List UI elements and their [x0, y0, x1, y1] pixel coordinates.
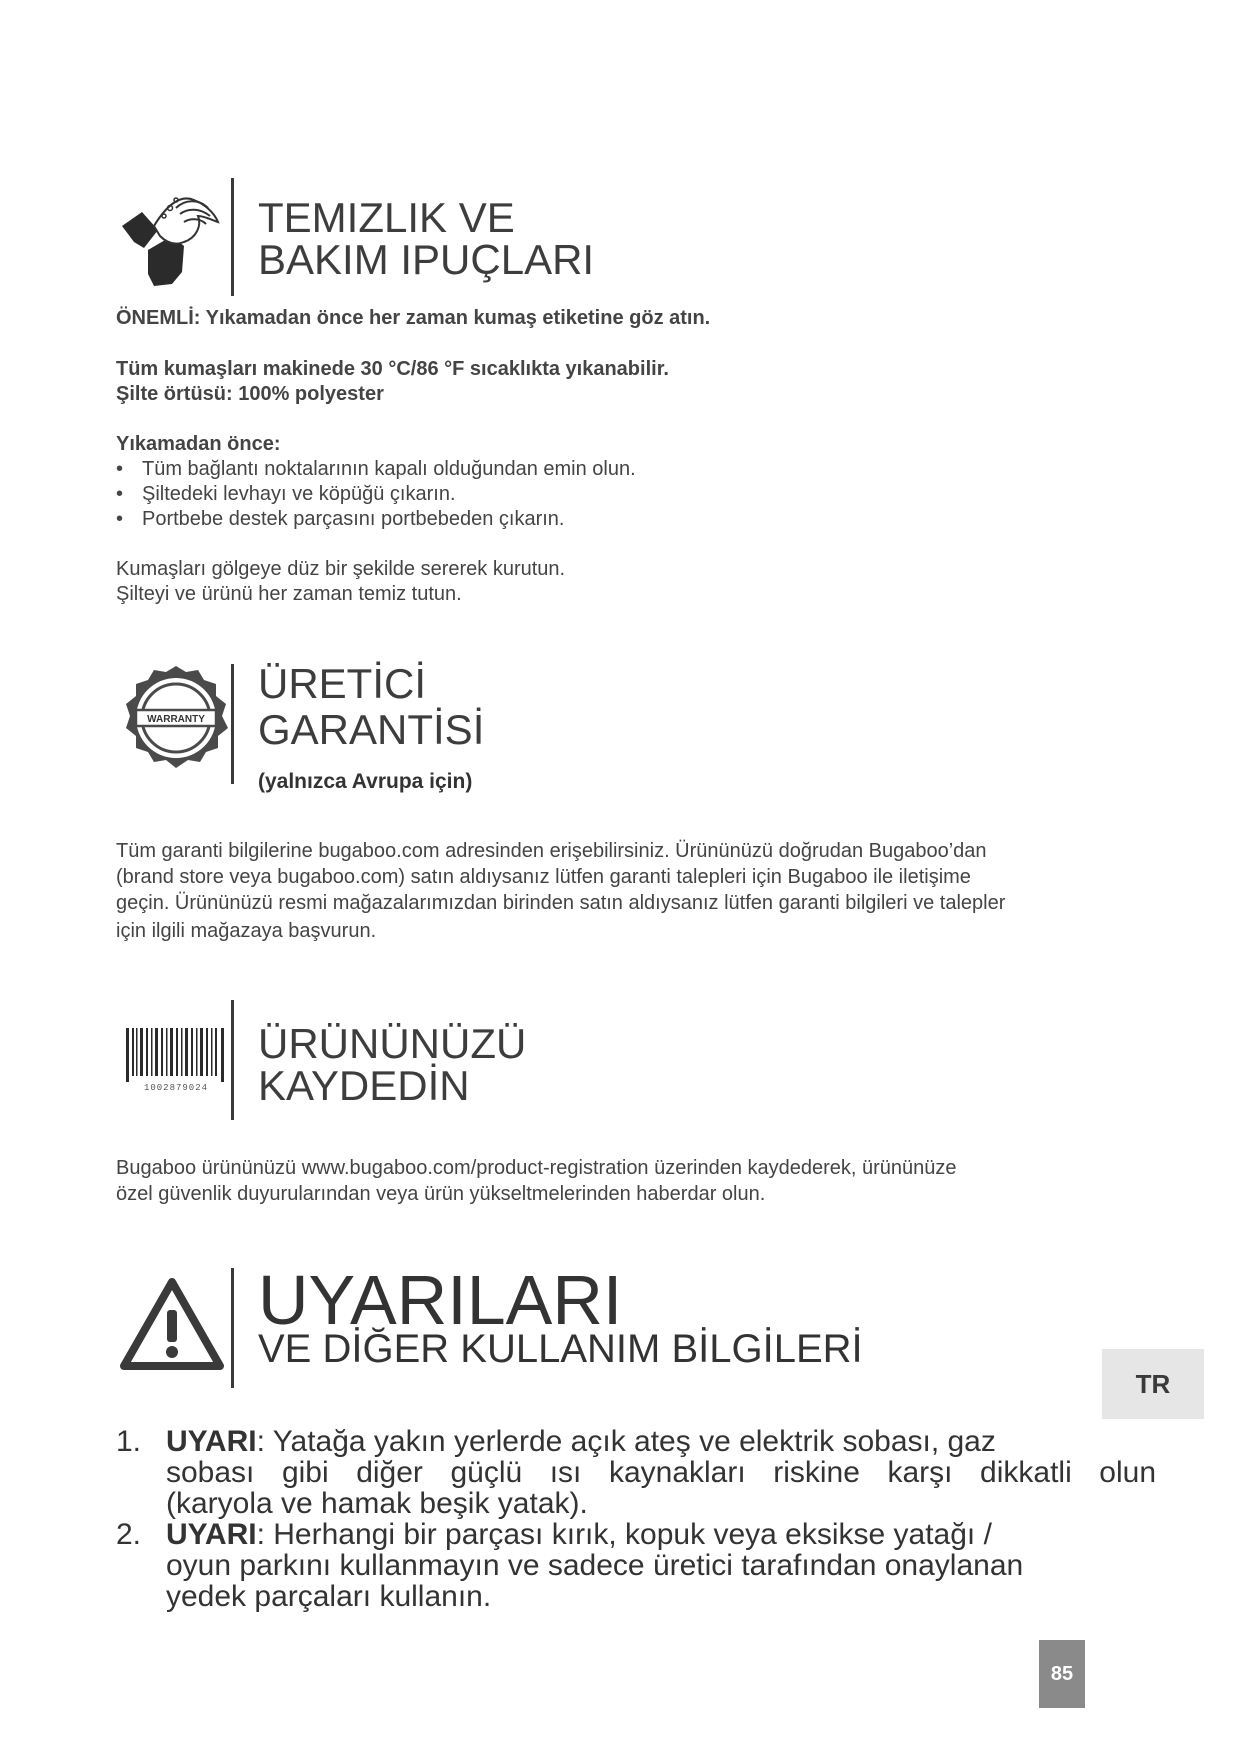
- warranty-subtitle: (yalnızca Avrupa için): [258, 770, 473, 793]
- warning-label: UYARI: [166, 1518, 257, 1551]
- section-divider: [231, 664, 234, 784]
- warnings-list: [116, 1426, 1156, 1612]
- section-divider: [231, 1000, 234, 1120]
- section-divider: [231, 178, 234, 296]
- paragraph-line: (brand store veya bugaboo.com) satın aldıysanız lütfen garanti talepleri için Bugaboo ile iletişime: [116, 866, 971, 888]
- list-item: • Portbebe destek parçasını portbebeden çıkarın.: [116, 507, 916, 532]
- before-wash-list: [116, 457, 916, 532]
- item-number: 1.: [116, 1425, 142, 1458]
- page-number: 85: [1039, 1640, 1085, 1708]
- item-number: 2.: [116, 1518, 142, 1551]
- important-note: ÖNEMLİ: Yıkamadan önce her zaman kumaş etiketine göz atın.: [116, 307, 711, 329]
- paragraph-line: Tüm garanti bilgilerine bugaboo.com adresinden erişebilirsiniz. Ürününüzü doğrudan Bugaboo’dan: [116, 840, 987, 862]
- paragraph-line: için ilgili mağazaya başvurun.: [116, 920, 377, 942]
- mattress-cover-material: Şilte örtüsü: 100% polyester: [116, 383, 384, 405]
- drying-instruction: Kumaşları gölgeye düz bir şekilde sererek kurutun.: [116, 558, 566, 580]
- care-title-line2: BAKIM IPUÇLARI: [258, 236, 595, 283]
- keep-clean-instruction: Şilteyi ve ürünü her zaman temiz tutun.: [116, 583, 462, 605]
- register-paragraph: [116, 1155, 1066, 1207]
- language-tab: TR: [1102, 1349, 1204, 1419]
- warnings-subtitle: VE DİĞER KULLANIM BİLGİLERİ: [258, 1327, 863, 1371]
- register-title-line2: KAYDEDİN: [258, 1062, 470, 1109]
- warning-text: : Herhangi bir parçası kırık, kopuk veya eksikse yatağı /: [256, 1518, 992, 1551]
- barcode-icon: [124, 1026, 228, 1094]
- warnings-title: UYARILARI: [258, 1261, 623, 1339]
- register-title-line1: ÜRÜNÜNÜZÜ: [258, 1020, 527, 1067]
- before-wash-heading: Yıkamadan önce:: [116, 433, 281, 455]
- paragraph-line: özel güvenlik duyurularından veya ürün yükseltmelerinden haberdar olun.: [116, 1183, 766, 1205]
- hand-washing-icon: [114, 186, 232, 296]
- list-item: [116, 1426, 1156, 1519]
- warranty-title-line2: GARANTİSİ: [258, 706, 485, 753]
- warning-triangle-icon: [120, 1276, 224, 1372]
- warranty-seal-icon: [120, 662, 232, 774]
- list-item: • Tüm bağlantı noktalarının kapalı olduğundan emin olun.: [116, 457, 916, 482]
- warning-text: oyun parkını kullanmayın ve sadece üretici tarafından onaylanan: [166, 1549, 1024, 1582]
- barcode-number: 1002879024: [143, 1083, 209, 1093]
- warranty-badge-text: WARRANTY: [147, 714, 205, 725]
- section-divider: [231, 1268, 234, 1388]
- warning-text: : Yatağa yakın yerlerde açık ateş ve elektrik sobası, gaz: [256, 1425, 996, 1458]
- wash-temperature: Tüm kumaşları makinede 30 °C/86 °F sıcaklıkta yıkanabilir.: [116, 358, 669, 380]
- warning-text: sobası gibi diğer güçlü ısı kaynakları riskine karşı dikkatli olun: [166, 1456, 1156, 1489]
- paragraph-line: geçin. Ürününüzü resmi mağazalarımızdan birinden satın aldıysanız lütfen garanti bilgileri ve talepler: [116, 892, 1006, 914]
- list-item: • Şiltedeki levhayı ve köpüğü çıkarın.: [116, 482, 916, 507]
- warranty-title-line1: ÜRETİCİ: [258, 660, 426, 707]
- warranty-paragraph: [116, 838, 1066, 944]
- warning-label: UYARI: [166, 1425, 257, 1458]
- care-title-line1: TEMIZLIK VE: [258, 194, 515, 241]
- list-item: [116, 1519, 1156, 1612]
- paragraph-line: Bugaboo ürününüzü www.bugaboo.com/product-registration üzerinden kaydederek, ürününüze: [116, 1157, 957, 1179]
- warning-text: (karyola ve hamak beşik yatak).: [166, 1487, 588, 1520]
- warning-text: yedek parçaları kullanın.: [166, 1580, 492, 1613]
